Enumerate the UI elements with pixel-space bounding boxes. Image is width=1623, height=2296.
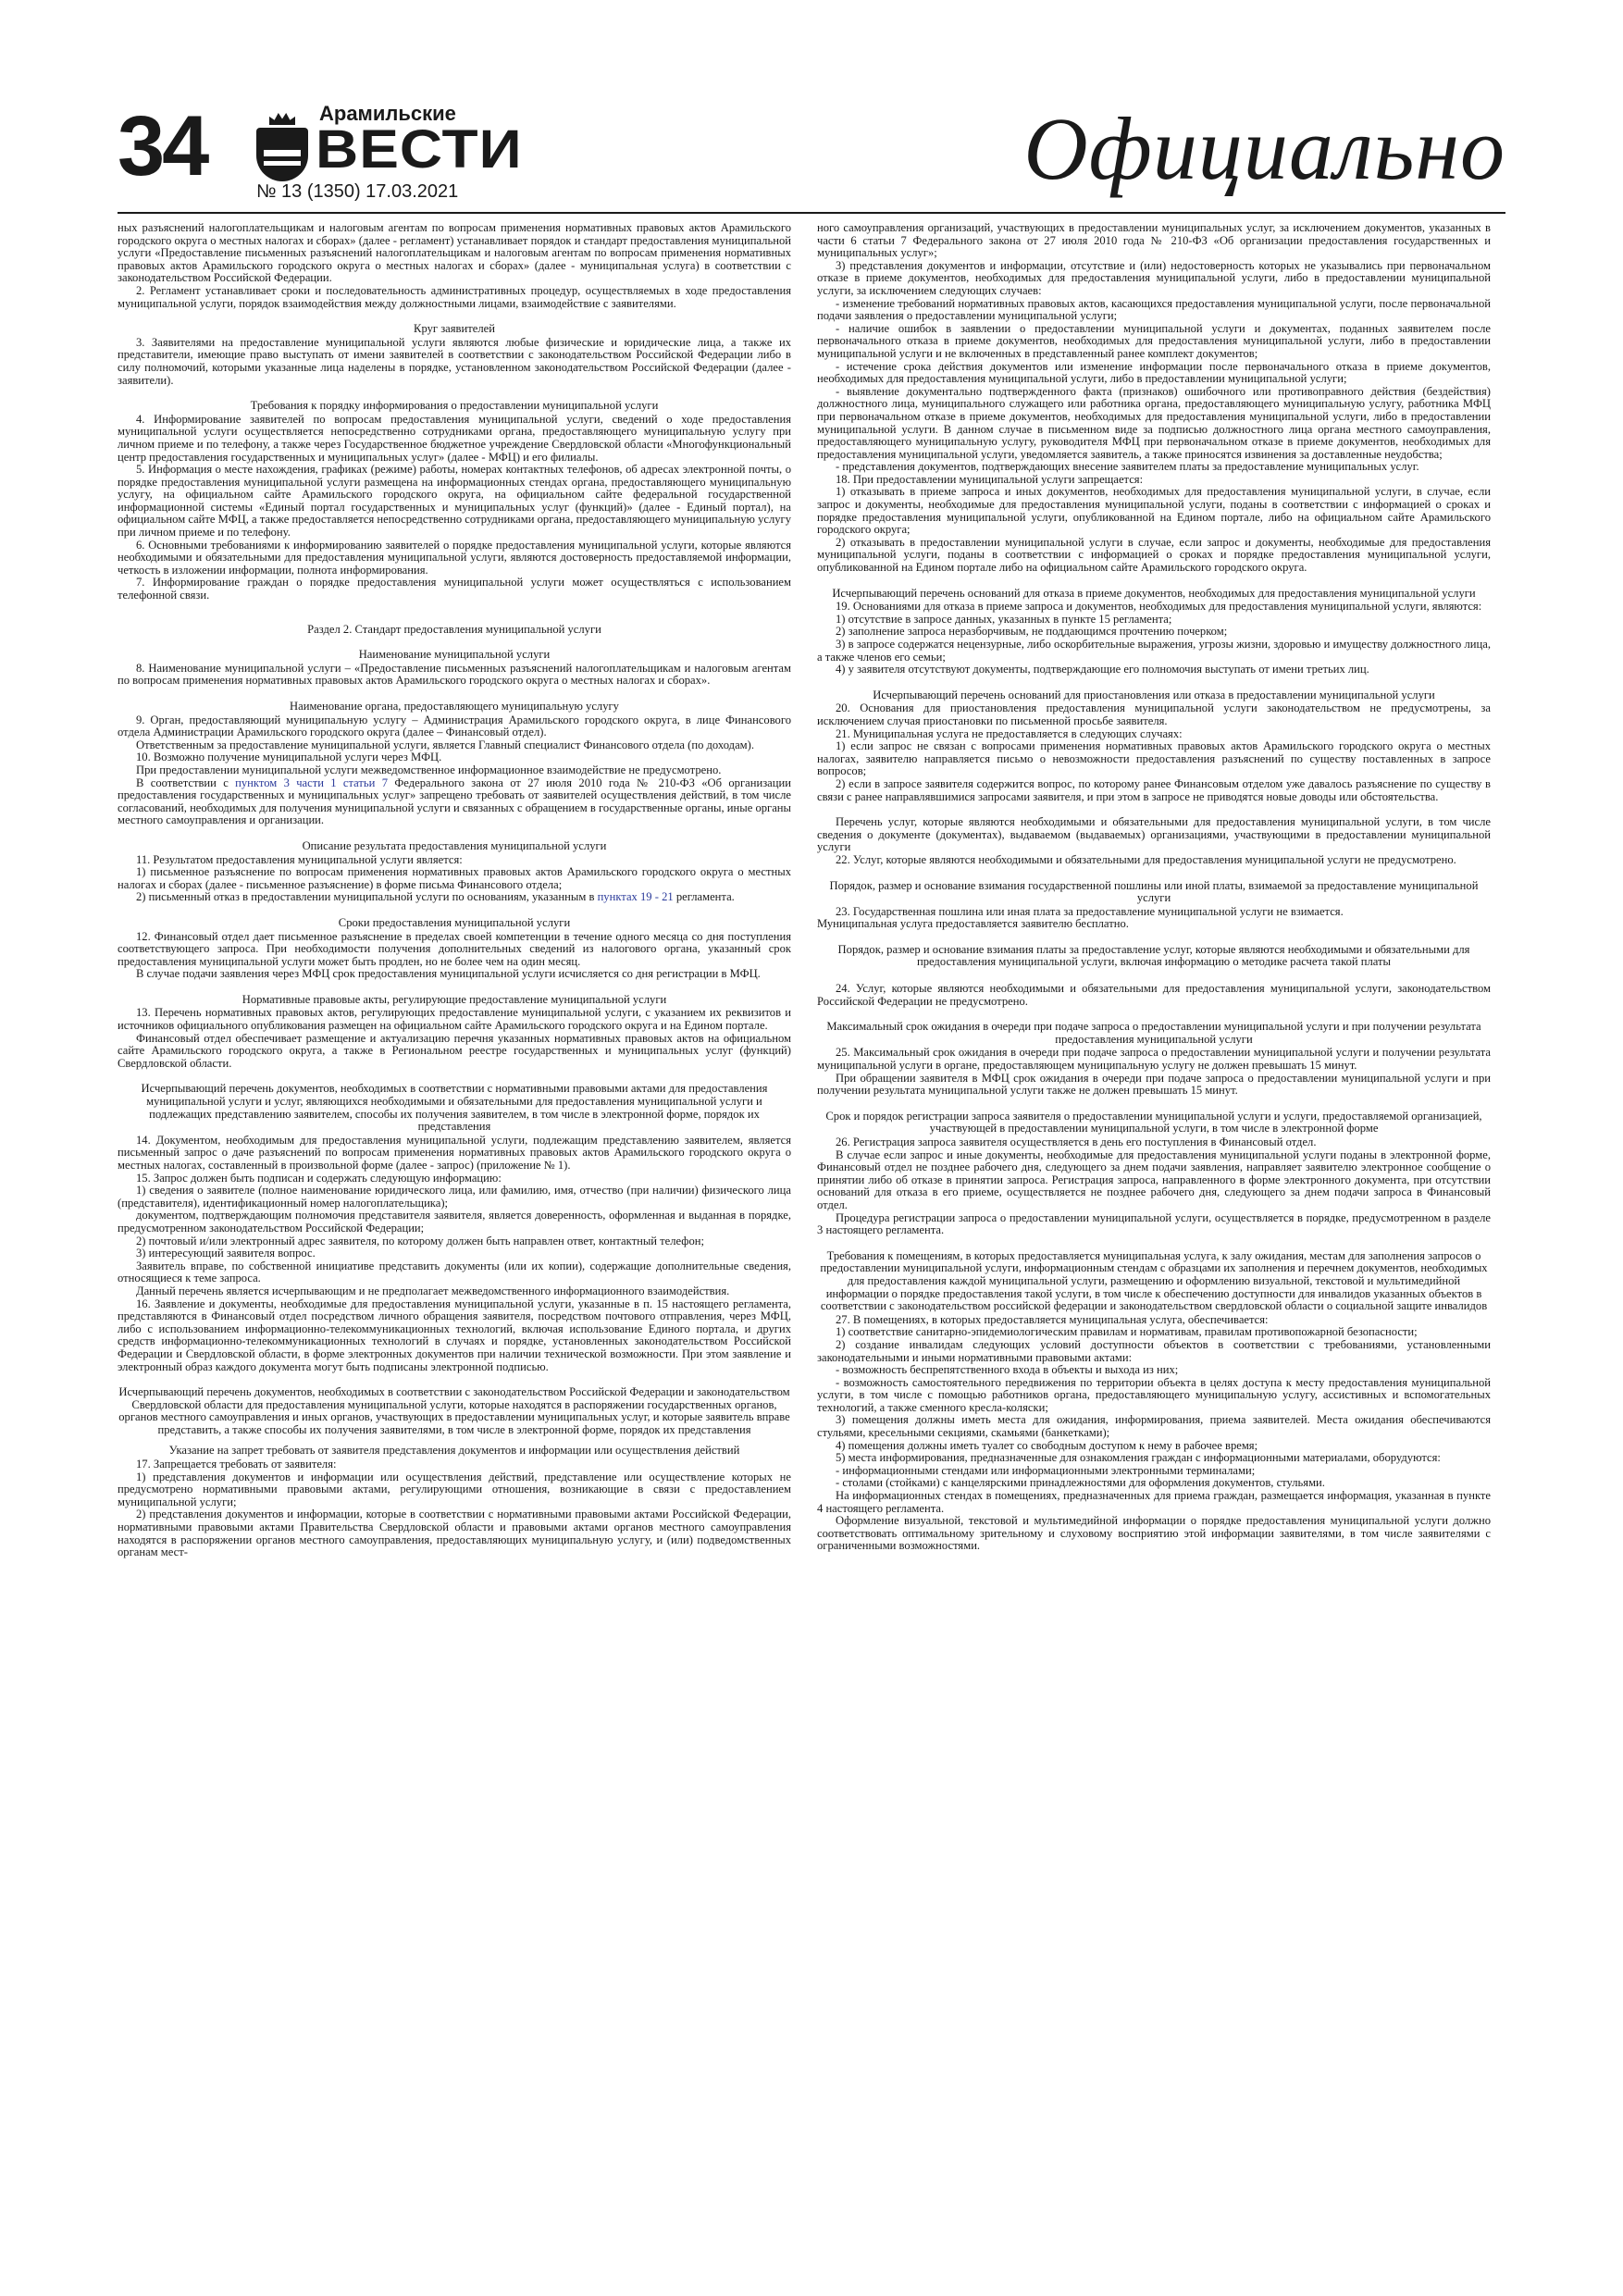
paragraph: 4) помещения должны иметь туалет со свободным доступом к нему в рабочее время;: [836, 1438, 1258, 1452]
paragraph: Ответственным за предоставление муниципальной услуги, является Главный специалист Финансового отдела (по доходам).: [136, 738, 754, 751]
coat-of-arms-icon: [256, 113, 308, 181]
logo-subtitle: Арамильские: [319, 102, 456, 125]
paragraph: - возможность беспрепятственного входа в объекты и выхода из них;: [836, 1363, 1179, 1377]
section-heading: Требования к порядку информирования о предоставлении муниципальной услуги: [250, 399, 659, 413]
paragraph: 22. Услуг, которые являются необходимыми и обязательными для предоставления муниципальной услуги не предусмотрено.: [836, 852, 1456, 866]
paragraph: 3) представления документов и информации, отсутствие и (или) недостоверность которых не указывались при первоначальном отказе в приеме документов, необходимых для предоставления муниципальной услуги, либо в предоставлении муниципальной услуги, за исключением следующих случаев:: [817, 258, 1491, 297]
paragraph: - изменение требований нормативных правовых актов, касающихся предоставления муниципальной услуги, после первоначальной подачи заявления о предоставлении муниципальной услуги;: [817, 296, 1491, 323]
paragraph: 1) письменное разъяснение по вопросам применения нормативных правовых актов Арамильского городского округа о местных налогах и сборах (далее - письменное разъяснение) в форме письма Финансового отдела;: [118, 865, 791, 891]
logo-title: ВЕСТИ: [316, 118, 523, 180]
clause-link[interactable]: пунктах 19 - 21: [597, 890, 674, 904]
section-heading: Раздел 2. Стандарт предоставления муниципальной услуги: [307, 622, 601, 636]
section-heading: Описание результата предоставления муниципальной услуги: [302, 838, 607, 852]
paragraph: - истечение срока действия документов или изменение информации после первоначального отказа в приеме документов, необходимых для предоставления муниципальной услуги, либо в предоставлении муниципальной услуги;: [817, 359, 1491, 386]
section-heading: Нормативные правовые акты, регулирующие предоставление муниципальной услуги: [242, 992, 667, 1006]
right-column: [817, 222, 1491, 2263]
paragraph: - наличие ошибок в заявлении о предоставлении муниципальной услуги и документах, поданных заявителем после первоначального отказа в приеме документов, необходимых для предоставления муниципальной услуги, либо в предоставлении муниципальной услуги и не включенных в представленный ранее комплект документов;: [817, 321, 1491, 360]
header-rule: [118, 212, 1505, 214]
paragraph: - выявление документально подтвержденного факта (признаков) ошибочного или противоправного действия (бездействия) должностного лица, муниципального служащего или работника органа, предоставляющего муниципальную услугу, работника МФЦ при первоначальном отказе в приеме документов, необходимых для предоставления муниципальной услуги, либо в предоставлении муниципальной услуги. В данном случае в письменном виде за подписью должностного лица органа местного самоуправления, предоставляющего муниципальную услугу, руководителя МФЦ при первоначальном отказе в приеме документов, необходимых для предоставления муниципальной услуги, уведомляется заявитель, а также приносятся извинения за доставленные неудобства;: [817, 384, 1491, 461]
paragraph: 13. Перечень нормативных правовых актов, регулирующих предоставление муниципальной услуги, с указанием их реквизитов и источников официального опубликования размещен на официальном сайте Арамильского городского округа и на Едином портале.: [118, 1006, 791, 1033]
paragraph: В случае подачи заявления через МФЦ срок предоставления муниципальной услуги исчисляется со дня регистрации в МФЦ.: [136, 967, 761, 981]
paragraph: 16. Заявление и документы, необходимые для предоставления муниципальной услуги, указанные в п. 15 настоящего регламента, представляются в Финансовый отдел посредством личного обращения заявителя, посредством почтового отправления, через МФЦ, либо с использованием информационно-телекоммуникационных технологий, включая использование Единого портала, и других средств информационно-телекоммуникационных технологий в случаях и порядке, установленных законодательством Российской Федерации и Свердловской области, в форме электронных документов при наличии технической возможности. При этом заявление и электронный образ каждого документа могут быть подписаны электронной подписью.: [118, 1297, 791, 1373]
paragraph: 2) если в запросе заявителя содержится вопрос, по которому ранее Финансовым отделом уже давалось разъяснение по существу в связи с ранее направлявшимися запросами заявителя, и при этом в запросе не приводятся новые доводы или обстоятельства.: [817, 776, 1491, 803]
paragraph: 18. При предоставлении муниципальной услуги запрещается:: [836, 472, 1144, 486]
paragraph: Данный перечень является исчерпывающим и не предполагает межведомственного информационного взаимодействия.: [136, 1284, 730, 1297]
section-heading: Срок и порядок регистрации запроса заявителя о предоставлении муниципальной услуги и услуги, предоставляемой организацией, участвующей в предоставлении муниципальной услуги, в том числе в электронной форме: [825, 1109, 1482, 1136]
paragraph: Финансовый отдел обеспечивает размещение и актуализацию перечня указанных нормативных правовых актов на официальном сайте Арамильского городского округа, а также в Региональном реестре государственных и муниципальных услуг (функций) Свердловской области.: [118, 1031, 791, 1070]
paragraph: 1) сведения о заявителе (полное наименование юридического лица, или фамилию, имя, отчество (при наличии) физического лица (представителя), идентификационный номер налогоплательщика);: [118, 1184, 791, 1210]
paragraph: - информационными стендами или информационными электронными терминалами;: [836, 1463, 1256, 1477]
paragraph: 10. Возможно получение муниципальной услуги через МФЦ.: [136, 751, 442, 764]
section-heading: Порядок, размер и основание взимания государственной пошлины или иной платы, взимаемой за предоставление муниципальной услуги: [829, 878, 1479, 905]
paragraph: 3. Заявителями на предоставление муниципальной услуги являются любые физические и юридические лица, а также их представители, имеющие право выступать от имени заявителей в соответствии с законодательством Российской Федерации либо в силу полномочий, которыми указанные лица наделены в порядке, установленном законодательством Российской Федерации (далее - заявители).: [118, 335, 791, 387]
paragraph: 3) помещения должны иметь места для ожидания, информирования, приема заявителей. Места ожидания обеспечиваются стульями, кресельными секциями, скамьями (банкетками);: [817, 1413, 1491, 1440]
section-heading: Указание на запрет требовать от заявителя представления документов и информации или осуществления действий: [168, 1444, 740, 1458]
section-heading: Максимальный срок ожидания в очереди при подаче запроса о предоставлении муниципальной услуги и при получении результата предоставления муниципальной услуги: [826, 1020, 1481, 1046]
paragraph: 4) у заявителя отсутствуют документы, подтверждающие его полномочия выступать от имени третьих лиц.: [836, 663, 1369, 676]
paragraph: 12. Финансовый отдел дает письменное разъяснение в пределах своей компетенции в течение одного месяца со дня поступления соответствующего запроса. При необходимости получения дополнительных сведений из налогового органа, указанный срок предоставления муниципальной услуги может быть продлен, но не более чем на один месяц.: [118, 929, 791, 968]
section-heading: Исчерпывающий перечень оснований для отказа в приеме документов, необходимых для предоставления муниципальной услуги: [832, 586, 1476, 600]
section-title: Официально: [1023, 99, 1505, 198]
paragraph: 23. Государственная пошлина или иная плата за предоставление муниципальной услуги не взимается.: [836, 904, 1344, 918]
paragraph: 1) отсутствие в запросе данных, указанных в пункте 15 регламента;: [836, 612, 1172, 626]
paragraph: 3) интересующий заявителя вопрос.: [136, 1247, 316, 1260]
paragraph: 1) если запрос не связан с вопросами применения нормативных правовых актов Арамильского городского округа о местных налогах, заявителю направляется письмо о невозможности предоставления разъяснений по существу поставленных в запросе вопросов;: [817, 739, 1491, 778]
paragraph: документом, подтверждающим полномочия представителя заявителя, является доверенность, оформленная и выданная в порядке, предусмотренном законодательством Российской Федерации;: [118, 1209, 791, 1235]
paragraph: Перечень услуг, которые являются необходимыми и обязательными для предоставления муниципальной услуги, в том числе сведения о документе (документах), выдаваемом (выдаваемых) организациями, участвующими в предоставлении муниципальной услуги: [817, 815, 1491, 854]
paragraph: 14. Документом, необходимым для предоставления муниципальной услуги, подлежащим представлению заявителем, является письменный запрос о даче разъяснений по вопросам применения нормативных правовых актов Арамильского городского округа о местных налогах, составленный в произвольной форме (далее - запрос) (приложение № 1).: [118, 1133, 791, 1172]
paragraph: 26. Регистрация запроса заявителя осуществляется в день его поступления в Финансовый отдел.: [836, 1136, 1317, 1148]
paragraph: 20. Основания для приостановления предоставления муниципальной услуги законодательством не предусмотрены, за исключением случая приостановки по письменной просьбе заявителя.: [817, 701, 1491, 727]
paragraph: В случае если запрос и иные документы, необходимые для предоставления муниципальной услуги поданы в электронной форме, Финансовый отдел не позднее рабочего дня, следующего за днем подачи заявления, направляет заявителю электронное сообщение о принятии либо об отказе в принятии запроса. Регистрация запроса, направленного в форме электронного документа, при отсутствии оснований для отказа в его приеме, осуществляется не позднее рабочего дня, следующего за днем подачи запроса в Финансовый отдел.: [817, 1148, 1491, 1211]
paragraph: 25. Максимальный срок ожидания в очереди при подаче запроса о предоставлении муниципальной услуги и получении результата муниципальной услуги в органе, предоставляющем муниципальную услугу не должен превышать 15 минут.: [817, 1046, 1491, 1073]
paragraph: 1) представления документов и информации или осуществления действий, представление или осуществление которых не предусмотрено нормативными правовыми актами, регулирующими отношения, возникающие в связи с предоставлением муниципальной услуги;: [118, 1470, 791, 1508]
section-heading: Требования к помещениям, в которых предоставляется муниципальная услуга, к залу ожидания, местам для заполнения запросов о предоставлении муниципальной услуги, информационным стендам с образцами их заполнения и перечнем документов, необходимых для предоставления каждой муниципальной услуги, размещению и оформлению визуальной, текстовой и мультимедийной информации о порядке предоставления такой услуги, в том числе к обеспечению доступности для инвалидов указанных объектов в соответствии с законодательством российской федерации и законодательством свердловской области о социальной защите инвалидов: [820, 1248, 1488, 1313]
page-number: 34: [118, 99, 207, 193]
paragraph: 17. Запрещается требовать от заявителя:: [136, 1458, 337, 1471]
paragraph: 2) заполнение запроса неразборчивым, не поддающимся прочтению почерком;: [836, 625, 1228, 639]
paragraph: 11. Результатом предоставления муниципальной услуги является:: [136, 852, 463, 866]
paragraph: - возможность самостоятельного передвижения по территории объекта в целях доступа к месту предоставления муниципальной услуги, в том числе с помощью работников органа, предоставляющего муниципальную услугу, ассистивных и вспомогательных технологий, а также сменного кресла-коляски;: [817, 1375, 1491, 1414]
left-column: [118, 222, 791, 2263]
paragraph: Оформление визуальной, текстовой и мультимедийной информации о порядке предоставления муниципальной услуги должно соответствовать оптимальному зрительному и слуховому восприятию этой информации заявителями, в том числе заявителями с ограниченными возможностями.: [817, 1514, 1491, 1553]
law-link[interactable]: пунктом 3 части 1 статьи 7: [235, 776, 389, 789]
paragraph: Процедура регистрации запроса о предоставлении муниципальной услуги, осуществляется в порядке, предусмотренном в разделе 3 настоящего регламента.: [817, 1210, 1491, 1237]
section-heading: Круг заявителей: [414, 322, 495, 336]
paragraph: Заявитель вправе, по собственной инициативе представить документы (или их копии), содержащие дополнительные сведения, относящиеся к теме запроса.: [118, 1259, 791, 1285]
paragraph: 4. Информирование заявителей по вопросам предоставления муниципальной услуги, сведений о ходе предоставления муниципальной услуги осуществляется непосредственно сотрудниками органа, предоставляющего муниципальную услугу при личном приеме и по телефону, а также через Государственное бюджетное учреждение Свердловской области «Многофункциональный центр предоставления государственных и муниципальных услуг» (далее - МФЦ) и его филиалы.: [118, 412, 791, 464]
section-heading: Сроки предоставления муниципальной услуги: [338, 915, 571, 929]
paragraph: 2) представления документов и информации, которые в соответствии с нормативными правовыми актами Российской Федерации, нормативными правовыми актами Правительства Свердловской области и правовыми актами органов местного самоуправления находятся в распоряжении органов местного самоуправления, предоставляющих муниципальную услугу, и (или) подведомственных органам мест-: [118, 1508, 791, 1559]
paragraph: 2. Регламент устанавливает сроки и последовательность административных процедур, осуществляемых в ходе предоставления муниципальной услуги, порядок взаимодействия между должностными лицами, взаимодействие с заявителями.: [118, 283, 791, 310]
paragraph: 19. Основаниями для отказа в приеме запроса и документов, необходимых для предоставления муниципальной услуги, являются:: [836, 600, 1482, 614]
paragraph: 3) в запросе содержатся нецензурные, либо оскорбительные выражения, угрозы жизни, здоровью и имуществу должностного лица, а также членов его семьи;: [817, 638, 1491, 664]
paragraph: При обращении заявителя в МФЦ срок ожидания в очереди при подаче запроса о предоставлении муниципальной услуги и при получении результата муниципальной услуги также не должен превышать 15 минут.: [817, 1071, 1491, 1098]
paragraph: 5. Информация о месте нахождения, графиках (режиме) работы, номерах контактных телефонов, об адресах электронной почты, о порядке предоставления муниципальной услуги размещена на информационных стендах органа, предоставляющего муниципальную услугу, на официальном сайте Арамильского городского округа, на официальном сайте федеральной государственной информационной системы «Единый портал государственных и муниципальных услуг (функций)» (далее - Единый портал), на официальном сайте МФЦ, а также предоставляется непосредственно сотрудниками органа, предоставляющего муниципальную услугу при личном приеме и по телефону.: [118, 463, 791, 540]
paragraph: 21. Муниципальная услуга не предоставляется в следующих случаях:: [836, 726, 1183, 740]
paragraph: ных разъяснений налогоплательщикам и налоговым агентам по вопросам применения нормативных правовых актов Арамильского городского округа о местных налогах и сборах» (далее - регламент) устанавливает порядок и стандарт предоставления муниципальной услуги «Предоставление письменных разъяснений налогоплательщикам и налоговым агентам по вопросам применения нормативных правовых актов Арамильского городского округа о местных налогах и сборах» (далее - муниципальная услуга) в соответствии с законодательством Российской Федерации.: [118, 222, 791, 285]
section-heading: Исчерпывающий перечень документов, необходимых в соответствии с законодательством Российской Федерации и законодательством Свердловской области для предоставления муниципальной услуги, которые находятся в распоряжении государственных органов, органов местного самоуправления и иных органов, участвующих в предоставлении муниципальных услуг, и которые заявитель вправе представить, а также способы их получения заявителями, в том числе в электронной форме, порядок их представления: [118, 1385, 790, 1436]
paragraph: На информационных стендах в помещениях, предназначенных для приема граждан, размещается информация, указанная в пункте 4 настоящего регламента.: [817, 1489, 1491, 1515]
paragraph: 1) соответствие санитарно-эпидемиологическим правилам и нормативам, правилам противопожарной безопасности;: [836, 1325, 1418, 1339]
paragraph: 24. Услуг, которые являются необходимыми и обязательными для предоставления муниципальной услуги, законодательством Российской Федерации не предусмотрено.: [817, 982, 1491, 1008]
section-heading: Исчерпывающий перечень документов, необходимых в соответствии с нормативными правовыми актами для предоставления муниципальной услуги и услуг, являющихся необходимыми и обязательными для предоставления муниципальной услуги и подлежащих представлению заявителем, способы их получения заявителем, в том числе в электронной форме, порядок их представления: [141, 1082, 768, 1134]
paragraph: При предоставлении муниципальной услуги межведомственное информационное взаимодействие не предусмотрено.: [136, 763, 722, 776]
paragraph: 2) почтовый и/или электронный адрес заявителя, по которому должен быть направлен ответ, контактный телефон;: [136, 1234, 704, 1247]
paragraph: В соответствии с пунктом 3 части 1 статьи 7 Федерального закона от 27 июля 2010 года № 210-ФЗ «Об организации предоставления государственных и муниципальных услуг» запрещено требовать от заявителей осуществления действий, в том числе согласований, необходимых для получения муниципальной услуги и связанных с обращением в государственные органы, иные органы местного самоуправления и организации.: [118, 776, 791, 827]
paragraph: 8. Наименование муниципальной услуги – «Предоставление письменных разъяснений налогоплательщикам и налоговым агентам по вопросам применения нормативных правовых актов Арамильского городского округа о местных налогах и сборах».: [118, 661, 791, 688]
section-heading: Исчерпывающий перечень оснований для приостановления или отказа в предоставлении муниципальной услуги: [873, 688, 1435, 701]
masthead: [118, 100, 1505, 206]
paragraph: 7. Информирование граждан о порядке предоставления муниципальной услуги может осуществляться с использованием телефонной связи.: [118, 576, 791, 602]
paragraph: - представления документов, подтверждающих внесение заявителем платы за предоставление муниципальных услуг.: [836, 460, 1419, 474]
section-heading: Наименование органа, предоставляющего муниципальную услугу: [290, 700, 619, 713]
paragraph: ного самоуправления организаций, участвующих в предоставлении муниципальных услуг, за исключением документов, указанных в части 6 статьи 7 Федерального закона от 27 июля 2010 года № 210-ФЗ «Об организации предоставления государственных и муниципальных услуг»;: [817, 222, 1491, 260]
paragraph: 2) отказывать в предоставлении муниципальной услуги в случае, если запрос и документы, необходимые для предоставления муниципальной услуги, поданы в соответствии с информацией о сроках и порядке предоставления муниципальной услуги, опубликованной на Едином портале либо на официальном сайте Арамильского городского округа.: [817, 535, 1491, 575]
paragraph: - столами (стойками) с канцелярскими принадлежностями для оформления документов, стульями.: [836, 1476, 1325, 1490]
paragraph: 2) письменный отказ в предоставлении муниципальной услуги по основаниям, указанным в пунктах 19 - 21 регламента.: [136, 890, 735, 904]
paragraph: 2) создание инвалидам следующих условий доступности объектов в соответствии с требованиями, установленными законодательными и иными нормативными правовыми актами:: [817, 1337, 1491, 1364]
section-heading: Порядок, размер и основание взимания платы за предоставление услуг, которые являются необходимыми и обязательными для предоставления муниципальной услуги, включая информацию о методике расчета такой платы: [837, 942, 1470, 969]
paragraph: 27. В помещениях, в которых предоставляется муниципальная услуга, обеспечивается:: [836, 1312, 1269, 1326]
section-heading: Наименование муниципальной услуги: [358, 648, 551, 662]
paragraph: 5) места информирования, предназначенные для ознакомления граждан с информационными материалами, оборудуются:: [836, 1451, 1441, 1465]
paragraph: 6. Основными требованиями к информированию заявителей о порядке предоставления муниципальной услуги, которые являются необходимыми и обязательными для предоставления муниципальной услуги, являются достоверность предоставляемой информации, четкость в изложении информации, полнота информирования.: [118, 538, 791, 577]
paragraph: 15. Запрос должен быть подписан и содержать следующую информацию:: [136, 1171, 502, 1185]
paragraph: 9. Орган, предоставляющий муниципальную услугу – Администрация Арамильского городского округа, в лице Финансового отдела Администрации Арамильского городского округа (далее – Финансовый отдел).: [118, 713, 791, 739]
issue-number: № 13 (1350) 17.03.2021: [256, 181, 459, 202]
paragraph: 1) отказывать в приеме запроса и иных документов, необходимых для предоставления муниципальной услуги, в случае, если запрос и документы, необходимые для предоставления муниципальной услуги, поданы в соответствии с информацией о сроках и порядке предоставления муниципальной услуги, опубликованной на Едином портале, либо на официальном сайте Арамильского городского округа;: [817, 485, 1491, 537]
paragraph: Муниципальная услуга предоставляется заявителю бесплатно.: [817, 917, 1129, 931]
